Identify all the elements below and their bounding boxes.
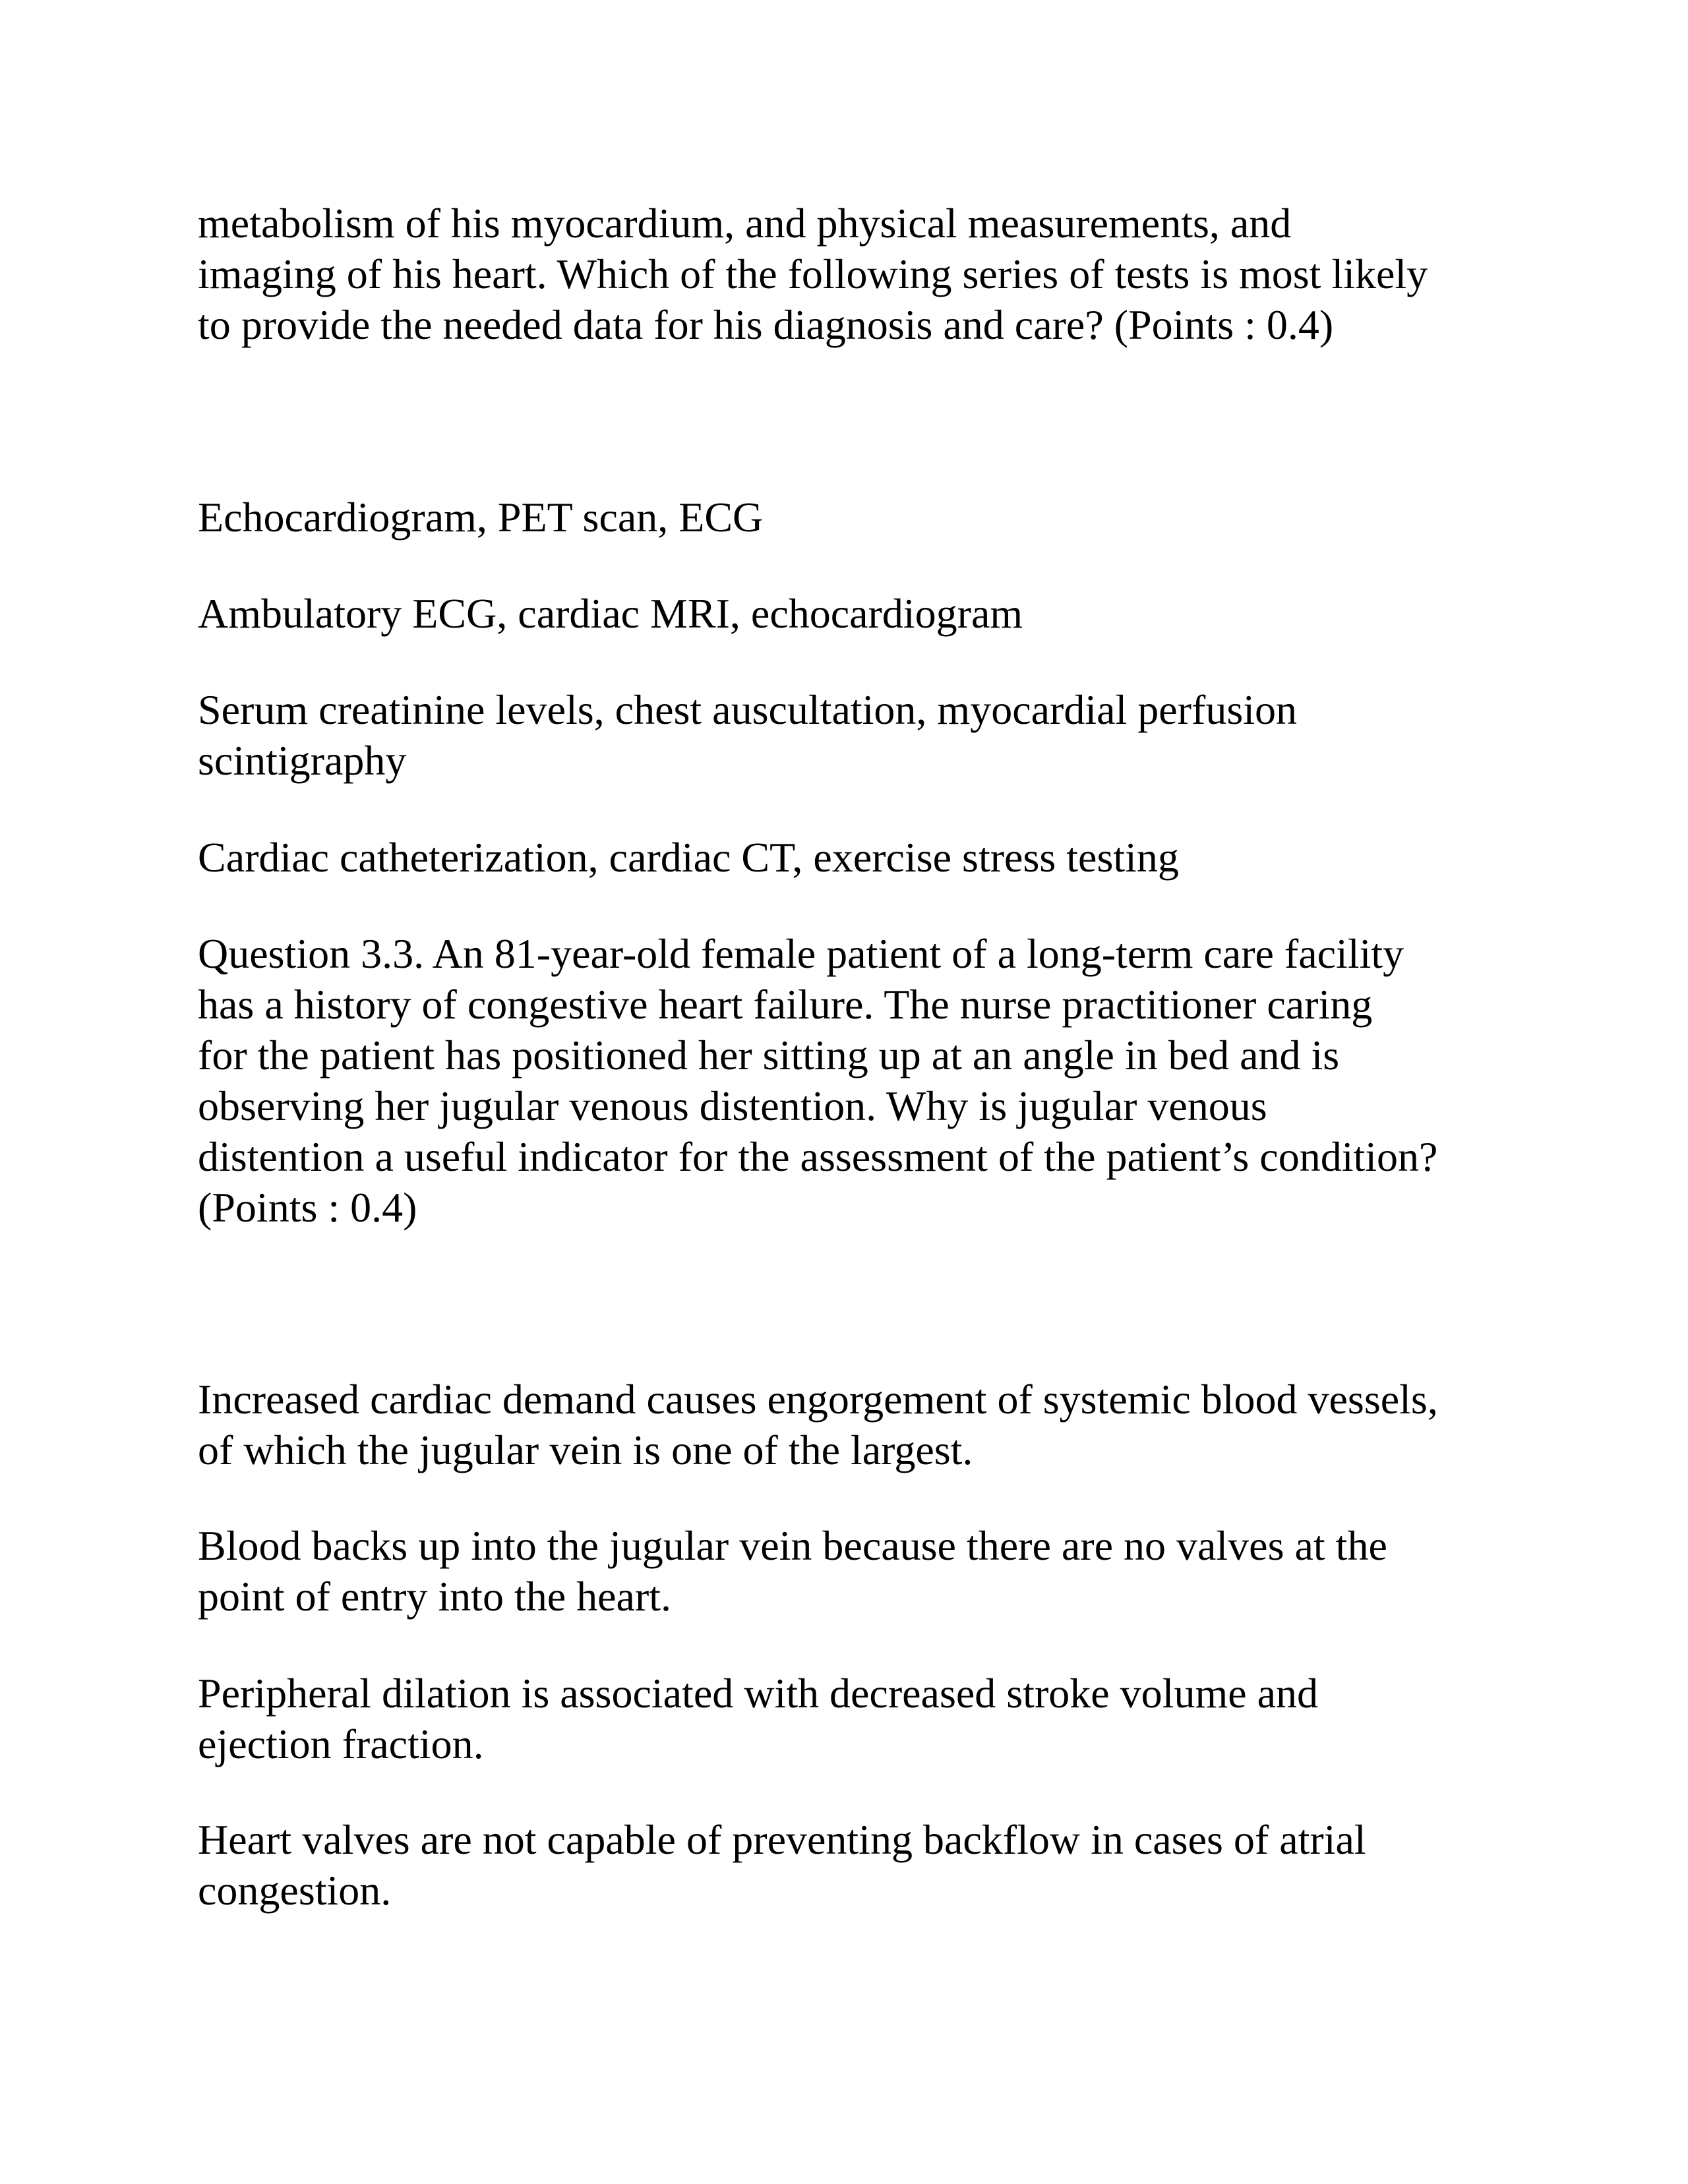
question-3-3-option-b [198, 1520, 1556, 1622]
question-stem-line: has a history of congestive heart failure. The nurse practitioner caring [198, 981, 1373, 1028]
question-3-3-option-d [198, 1814, 1556, 1916]
question-3-3-option-c [198, 1668, 1556, 1769]
question-3-3-option-a [198, 1374, 1556, 1475]
answer-option-line: Heart valves are not capable of preventing backflow in cases of atrial [198, 1816, 1366, 1863]
answer-option-line: Ambulatory ECG, cardiac MRI, echocardiogram [198, 590, 1023, 637]
answer-option-line: Increased cardiac demand causes engorgement of systemic blood vessels, [198, 1376, 1438, 1423]
question-3-3-stem [198, 928, 1556, 1233]
answer-option-line: point of entry into the heart. [198, 1573, 672, 1620]
answer-option-line: congestion. [198, 1867, 392, 1914]
question-stem-line: for the patient has positioned her sitting up at an angle in bed and is [198, 1032, 1340, 1078]
answer-option-line: Serum creatinine levels, chest auscultation, myocardial perfusion [198, 686, 1297, 733]
question-stem-line: metabolism of his myocardium, and physical measurements, and [198, 200, 1292, 247]
answer-option-line: of which the jugular vein is one of the largest. [198, 1427, 973, 1473]
answer-option-line: Cardiac catheterization, cardiac CT, exercise stress testing [198, 834, 1179, 881]
question-stem-line: distention a useful indicator for the assessment of the patient’s condition? [198, 1133, 1438, 1180]
question-stem-line: observing her jugular venous distention. Why is jugular venous [198, 1082, 1267, 1129]
question-3-2-option-c [198, 684, 1556, 786]
answer-option-line: Echocardiogram, PET scan, ECG [198, 494, 764, 541]
answer-option-line: ejection fraction. [198, 1721, 484, 1767]
question-stem-line: Question 3.3. An 81-year-old female patient of a long-term care facility [198, 930, 1404, 977]
question-stem-line: imaging of his heart. Which of the following series of tests is most likely [198, 251, 1428, 297]
answer-option-line: Blood backs up into the jugular vein because there are no valves at the [198, 1522, 1387, 1569]
answer-option-line: Peripheral dilation is associated with decreased stroke volume and [198, 1670, 1319, 1717]
question-3-2-stem [198, 198, 1556, 350]
question-3-2-option-b [198, 588, 1556, 639]
question-3-2-option-d [198, 832, 1556, 883]
answer-option-line: scintigraphy [198, 737, 407, 784]
question-stem-line: to provide the needed data for his diagnosis and care? (Points : 0.4) [198, 301, 1334, 348]
question-3-2-option-a [198, 492, 1556, 543]
question-stem-line: (Points : 0.4) [198, 1184, 417, 1231]
